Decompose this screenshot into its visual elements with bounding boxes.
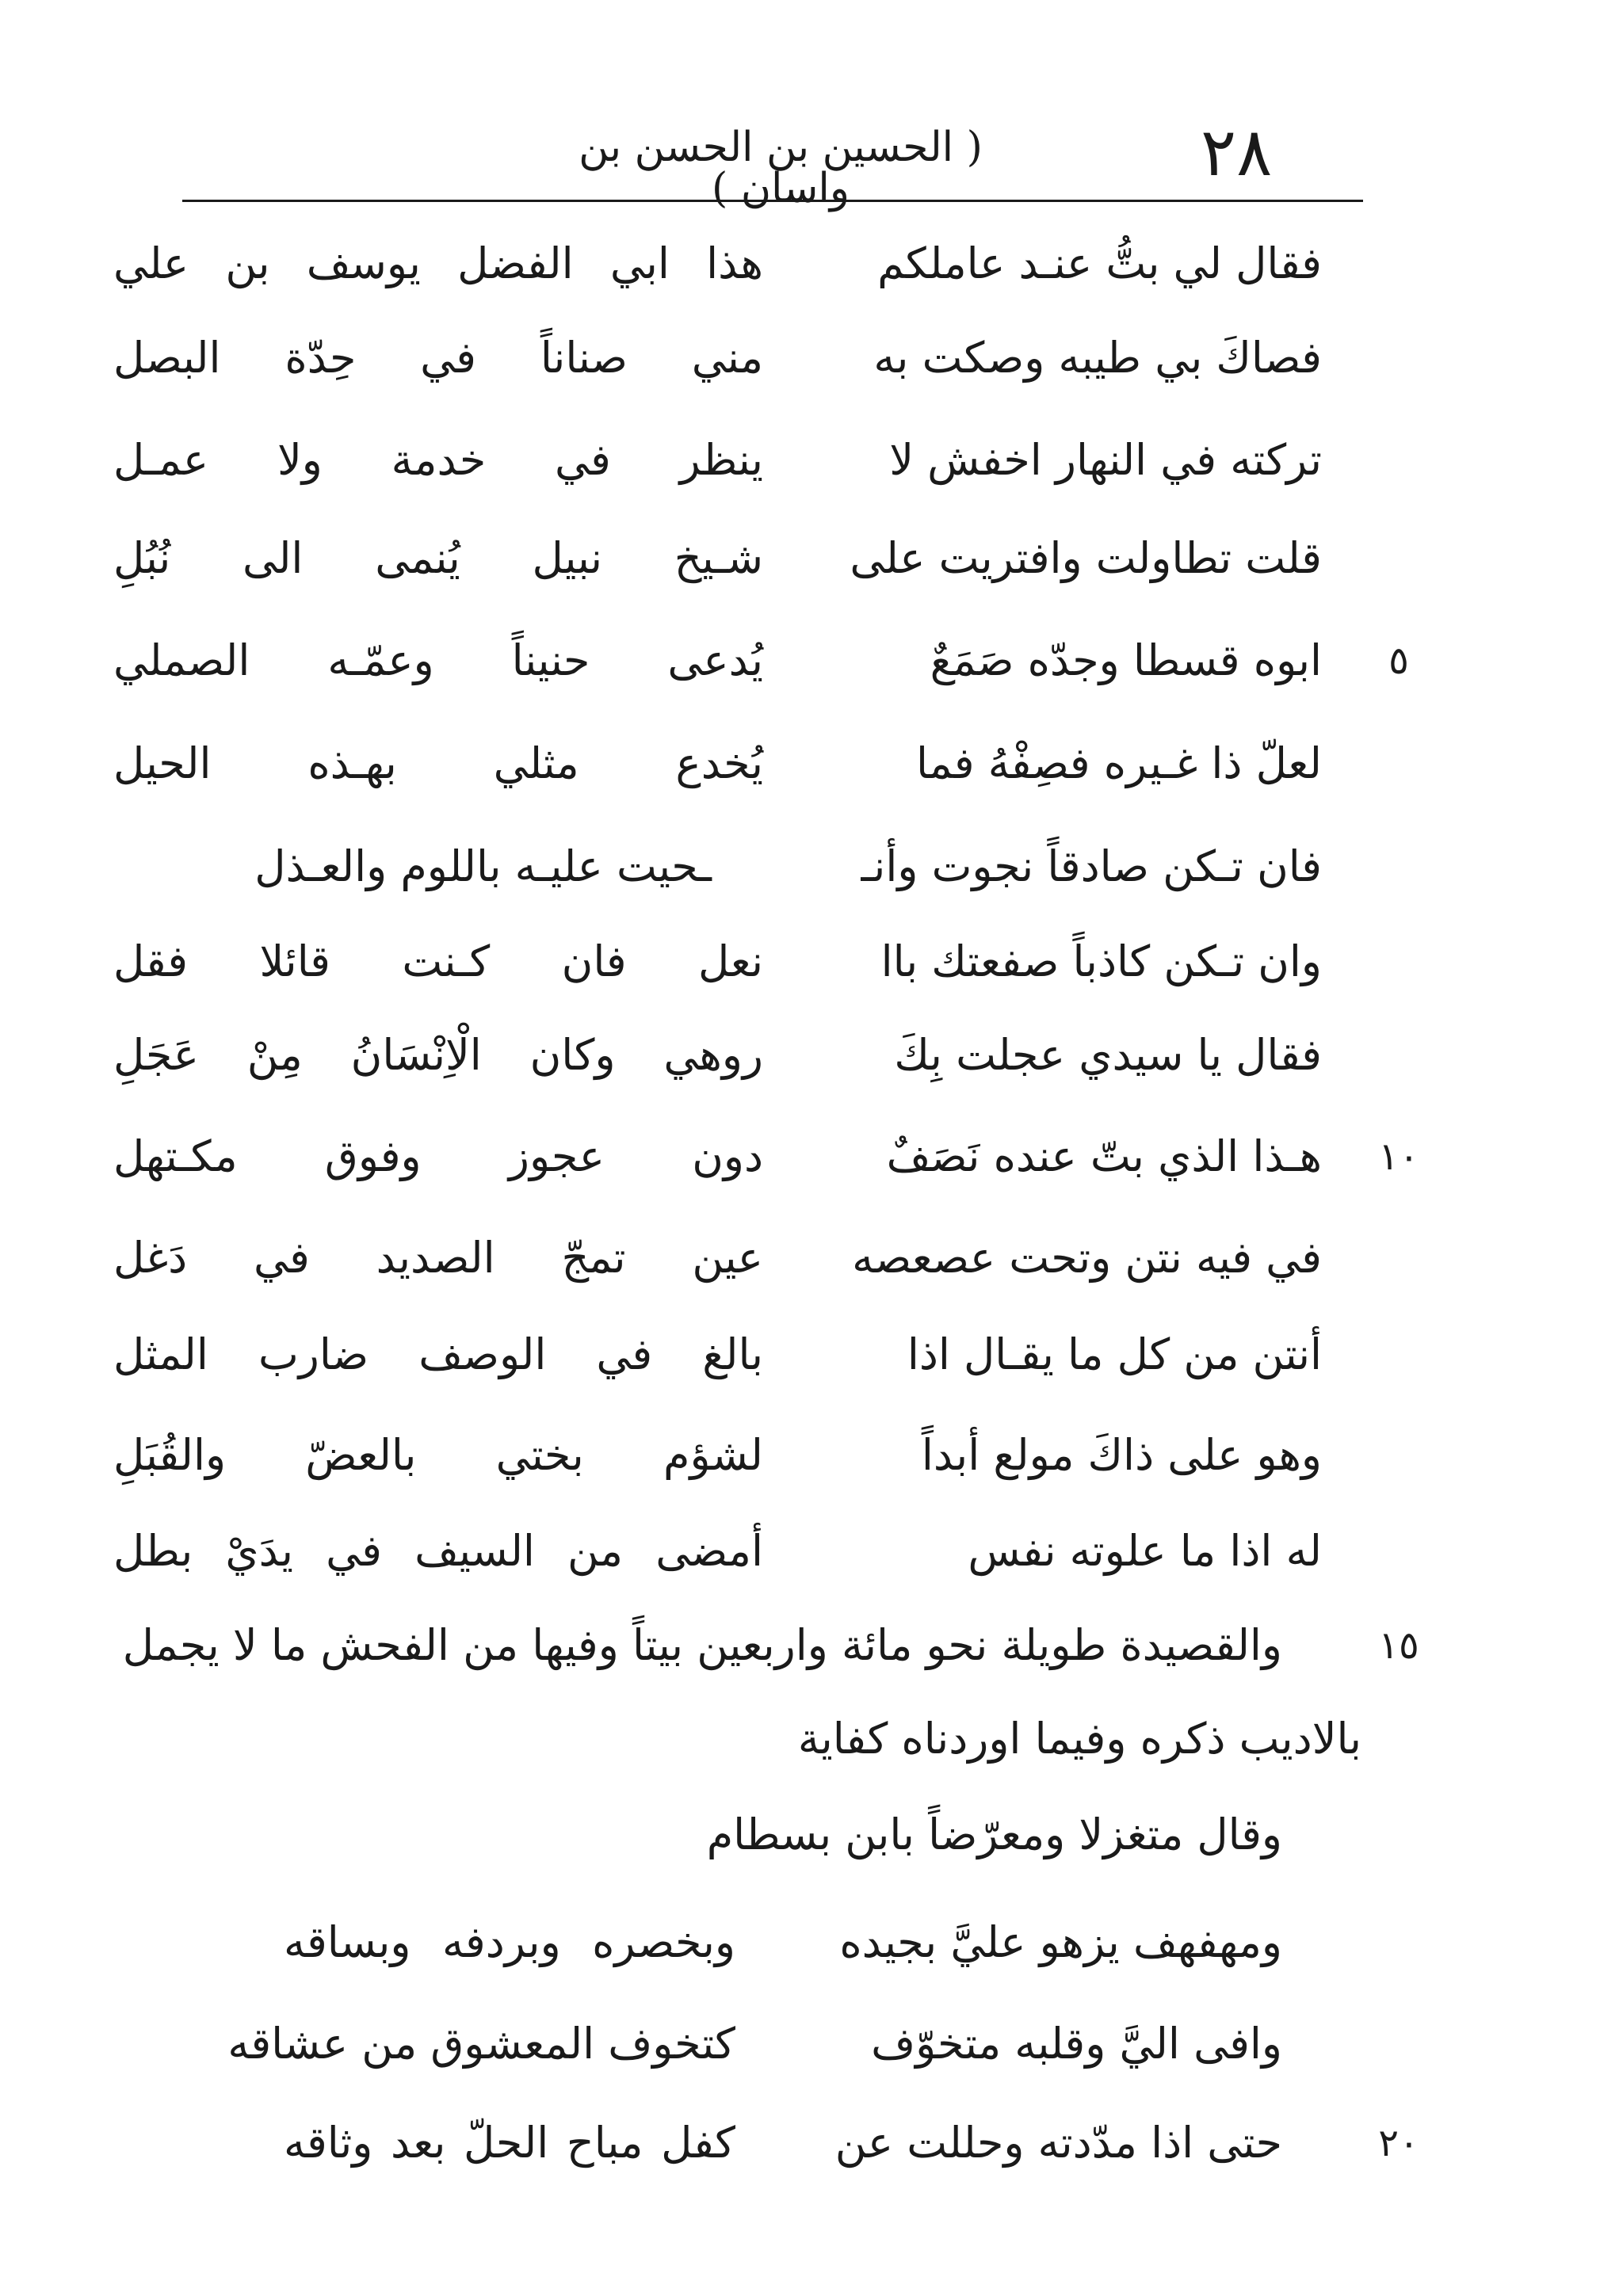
verse-first-hemistich: حتى اذا مدّدته وحللت عن — [834, 2118, 1282, 2168]
verse-first-hemistich: وان تـكن كاذباً صفعتك باا — [880, 936, 1322, 986]
verse-line — [0, 922, 1623, 1001]
verse-second-hemistich: كفل مباح الحلّ بعد وثاقه — [284, 2118, 735, 2168]
verse-second-hemistich: عين تمجّ الصديد في دَغل — [113, 1233, 763, 1283]
verse-second-hemistich: ـحيت عليـه باللوم والعـذل — [254, 841, 712, 891]
verse-second-hemistich: دون عجوز وفوق مكـتهل — [113, 1131, 763, 1181]
verse-first-hemistich: هـذا الذي بتّ عنده نَصَفٌ — [886, 1131, 1322, 1181]
line-number: ١٥ — [1378, 1623, 1419, 1668]
verse-line — [0, 1219, 1623, 1298]
verse-line — [0, 1315, 1623, 1394]
verse-first-hemistich: له اذا ما علوته نفس — [968, 1526, 1322, 1576]
poem-introduction: وقال متغزلا ومعرّضاً بابن بسطام — [706, 1810, 1282, 1859]
verse-line — [0, 1016, 1623, 1095]
verse-second-hemistich: وبخصره وبردفه وبساقه — [284, 1917, 735, 1967]
verse-second-hemistich: شـيخ نبيل يُنمى الى نُبُلِ — [113, 533, 763, 583]
header-rule — [182, 200, 1363, 202]
verse-line — [0, 621, 1623, 700]
verse-second-hemistich: أمضى من السيف في يدَيْ بطل — [113, 1526, 763, 1576]
verse-second-hemistich: ينظر في خدمة ولا عمـل — [113, 435, 763, 485]
line-number: ١٠ — [1378, 1135, 1419, 1179]
verse-line — [0, 1512, 1623, 1591]
verse-first-hemistich: ابوه قسطا وجدّه صَمَعٌ — [930, 635, 1322, 685]
verse-first-hemistich: في فيه نتن وتحت عصعصه — [852, 1233, 1322, 1283]
verse-second-hemistich: يُخدع مثلي بهـذه الحيل — [113, 738, 763, 788]
verse-second-hemistich: بالغ في الوصف ضارب المثل — [113, 1329, 763, 1379]
line-number: ٢٠ — [1378, 2121, 1419, 2165]
verse-second-hemistich: نعل فان كـنت قائلا فقل — [113, 936, 763, 986]
verse-line — [0, 1416, 1623, 1495]
verse-line — [0, 318, 1623, 398]
prose-text: بالاديب ذكره وفيما اوردناه كفاية — [797, 1714, 1361, 1764]
verse-second-hemistich: روهي وكان الْاِنْسَانُ مِنْ عَجَلِ — [113, 1030, 763, 1080]
verse-second-hemistich: كتخوف المعشوق من عشاقه — [227, 2019, 735, 2069]
prose-line — [0, 1699, 1623, 1779]
verse-line — [0, 827, 1623, 906]
verse-first-hemistich: لعلّ ذا غـيره فصِفْهُ فما — [916, 738, 1322, 788]
verse-first-hemistich: ومهفهف يزهو عليَّ بجيده — [839, 1917, 1282, 1967]
prose-line — [0, 1795, 1623, 1875]
verse-line — [0, 224, 1623, 303]
verse-first-hemistich: أنتن من كل ما يقـال اذا — [907, 1329, 1322, 1379]
verse-first-hemistich: فقال لي بتُّ عنـد عاملكم — [877, 238, 1322, 288]
verse-first-hemistich: وافى اليَّ وقلبه متخوّف — [871, 2019, 1282, 2069]
prose-text: والقصيدة طويلة نحو مائة واربعين بيتاً وفيها من الفحش ما لا يجمل — [122, 1620, 1282, 1670]
running-header: ( الحسين بن الحسن بن واسان ) — [579, 124, 983, 212]
verse-second-hemistich: هذا ابي الفضل يوسف بن علي — [113, 238, 763, 288]
line-number: ٥ — [1388, 639, 1409, 683]
verse-first-hemistich: فقال يا سيدي عجلت بِكَ — [894, 1030, 1322, 1080]
verse-line — [0, 421, 1623, 500]
verse-second-hemistich: لشؤم بختي بالعضّ والقُبَلِ — [113, 1430, 763, 1480]
verse-first-hemistich: فصاكَ بي طيبه وصكت به — [873, 333, 1322, 383]
verse-line — [0, 724, 1623, 803]
verse-line — [0, 1117, 1623, 1196]
prose-line — [0, 1606, 1623, 1685]
verse-line — [0, 2103, 1623, 2183]
verse-line — [0, 2004, 1623, 2084]
verse-first-hemistich: تركته في النهار اخفش لا — [889, 435, 1322, 485]
verse-first-hemistich: وهو على ذاكَ مولع أبداً — [921, 1430, 1322, 1480]
verse-first-hemistich: قلت تطاولت وافتريت على — [850, 533, 1322, 583]
verse-second-hemistich: مني صناناً في حِدّة البصل — [113, 333, 763, 383]
verse-first-hemistich: فان تـكن صادقاً نجوت وأنـ — [861, 841, 1322, 891]
verse-line — [0, 1903, 1623, 1982]
verse-second-hemistich: يُدعى حنيناً وعمّـه الصملي — [113, 635, 763, 685]
verse-line — [0, 519, 1623, 598]
page-number: ٢٨ — [1201, 113, 1273, 191]
